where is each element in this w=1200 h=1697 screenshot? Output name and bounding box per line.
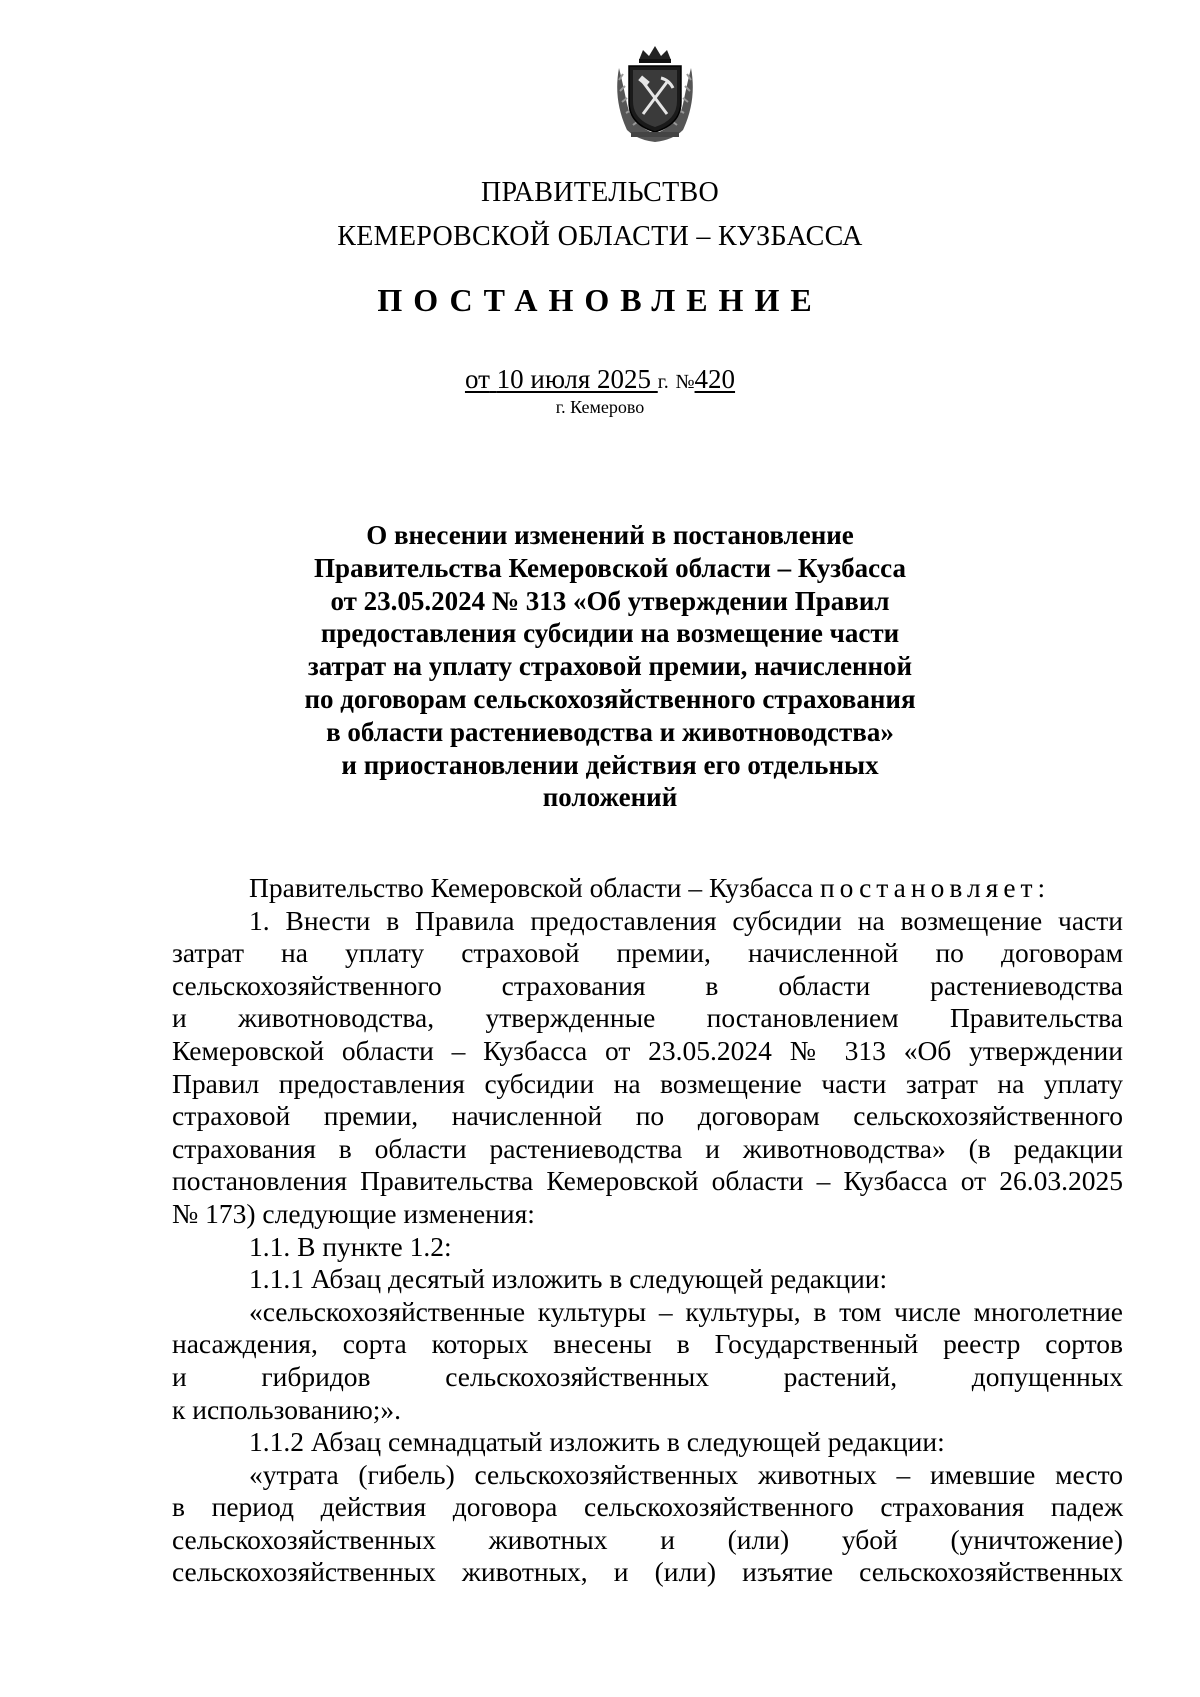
quote-1-line: «сельскохозяйственные культуры – культуры, в том числе многолетние: [249, 1295, 1123, 1327]
paragraph-1-1-1: 1.1.1 Абзац десятый изложить в следующей редакции:: [249, 1263, 888, 1295]
quote-1-line: насаждения, сорта которых внесены в Государственный реестр сортов: [172, 1328, 1123, 1360]
government-name-line1: ПРАВИТЕЛЬСТВО: [480, 177, 720, 208]
quote-2-line: в период действия договора сельскохозяйственного страхования падеж: [172, 1491, 1123, 1523]
quote-2-line: «утрата (гибель) сельскохозяйственных животных – имевшие место: [249, 1458, 1123, 1490]
paragraph-1-line: Кемеровской области – Кузбасса от 23.05.2024 № 313 «Об утверждении: [172, 1034, 1123, 1066]
quote-2-line: сельскохозяйственных животных и (или) убой (уничтожение): [172, 1523, 1123, 1555]
paragraph-1-1-2: 1.1.2 Абзац семнадцатый изложить в следующей редакции:: [249, 1426, 945, 1458]
date-number-line: [0, 364, 1200, 397]
coat-of-arms-emblem: [609, 44, 701, 144]
date-prefix: от: [464, 364, 490, 394]
title-line: и приостановлении действия его отдельных: [341, 749, 879, 780]
title-line: Правительства Кемеровской области – Кузбасса: [314, 552, 906, 583]
paragraph-1-line: постановления Правительства Кемеровской области – Кузбасса от 26.03.2025: [172, 1165, 1123, 1197]
title-line: предоставления субсидии на возмещение части: [320, 618, 900, 649]
intro-paragraph: [172, 872, 1123, 905]
paragraph-1-line: страховой премии, начисленной по договорам сельскохозяйственного: [172, 1100, 1123, 1132]
document-date: 10 июля 2025: [496, 364, 651, 394]
quote-2-line: сельскохозяйственных животных, и (или) изъятие сельскохозяйственных: [172, 1556, 1123, 1588]
quote-1-line: и гибридов сельскохозяйственных растений, допущенных: [172, 1360, 1123, 1392]
title-line: в области растениеводства и животноводства»: [326, 716, 894, 747]
paragraph-1-line: сельскохозяйственного страхования в области растениеводства: [172, 969, 1123, 1001]
city: г. Кемерово: [555, 397, 645, 417]
title-line: затрат на уплату страховой премии, начисленной: [307, 651, 913, 682]
title-line: положений: [542, 782, 678, 813]
intro-text: Правительство Кемеровской области – Кузбасса: [249, 872, 814, 903]
document-body: [172, 872, 1123, 1589]
government-name-line2: КЕМЕРОВСКОЙ ОБЛАСТИ – КУЗБАССА: [337, 221, 863, 252]
paragraph-1-line: 1. Внести в Правила предоставления субсидии на возмещение части: [249, 904, 1123, 936]
document-title: [300, 519, 920, 814]
paragraph-1-line: № 173) следующие изменения:: [172, 1197, 535, 1229]
intro-verb: постановляет:: [819, 872, 1051, 903]
title-line: от 23.05.2024 № 313 «Об утверждении Правил: [330, 585, 890, 616]
document-number: 420: [694, 364, 736, 394]
title-line: О внесении изменений в постановление: [366, 520, 854, 550]
paragraph-1-1: 1.1. В пункте 1.2:: [249, 1230, 452, 1262]
document-type-heading: ПОСТАНОВЛЕНИЕ: [377, 282, 823, 318]
paragraph-1-line: затрат на уплату страховой премии, начисленной по договорам: [172, 937, 1123, 969]
title-line: по договорам сельскохозяйственного страхования: [304, 683, 916, 714]
paragraph-1-line: страхования в области растениеводства и животноводства» (в редакции: [172, 1132, 1123, 1164]
paragraph-1-line: Правил предоставления субсидии на возмещение части затрат на уплату: [172, 1067, 1123, 1099]
year-suffix: г.: [657, 371, 669, 393]
number-sign: №: [675, 371, 695, 393]
paragraph-1-line: и животноводства, утвержденные постановлением Правительства: [172, 1002, 1123, 1034]
quote-1-line: к использованию;».: [172, 1393, 402, 1425]
